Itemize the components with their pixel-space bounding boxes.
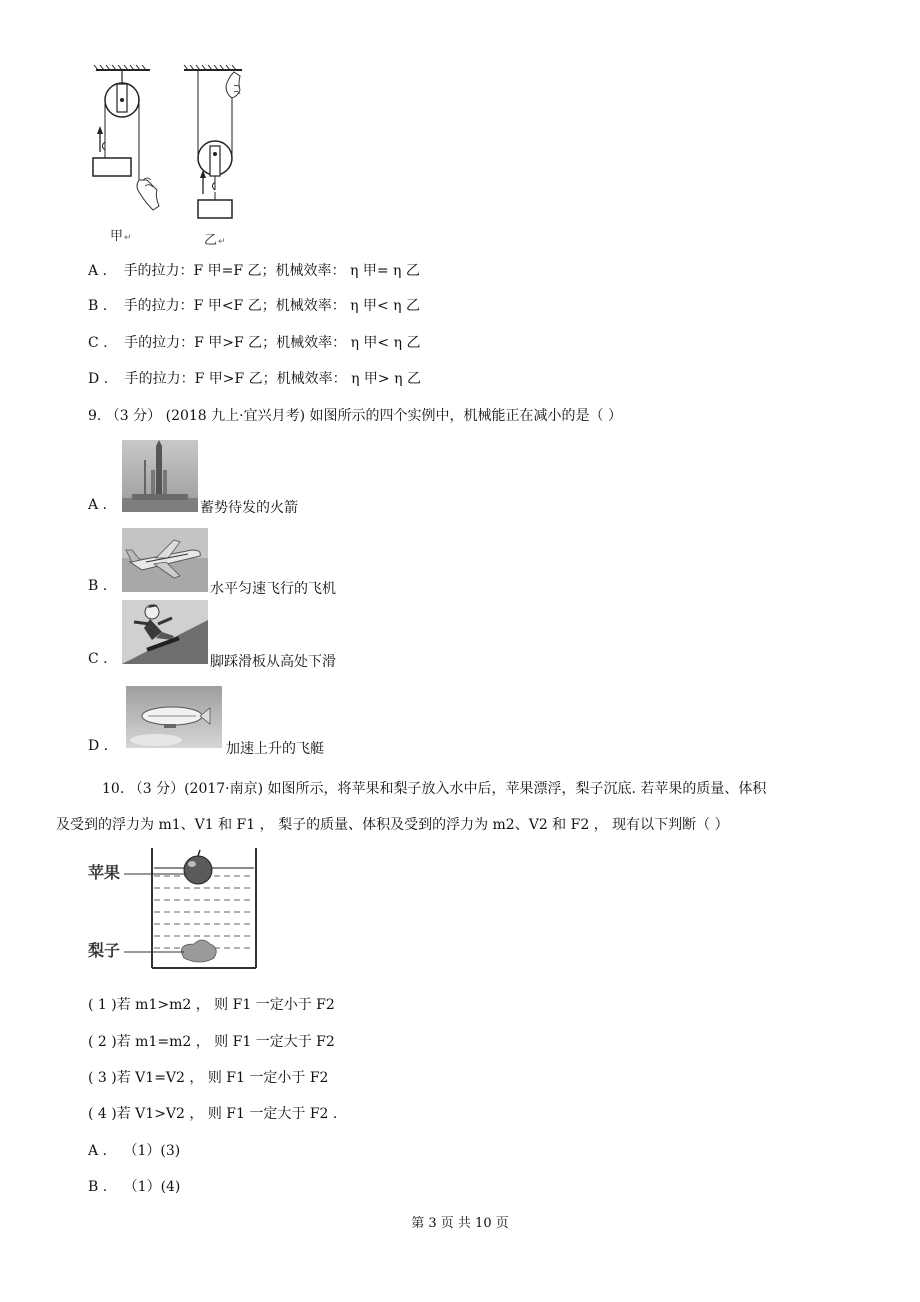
- option-letter: C .: [88, 651, 108, 667]
- option-letter: B .: [88, 1179, 108, 1195]
- q9-option-b[interactable]: [88, 578, 336, 597]
- airplane-image: [122, 528, 208, 592]
- option-letter: A .: [88, 263, 108, 279]
- option-text: 手的拉力：F 甲>F 乙；机械效率： η 甲> η 乙: [124, 371, 421, 387]
- q10-stem-line2: 及受到的浮力为 m1、V1 和 F1 ， 梨子的质量、体积及受到的浮力为 m2、V2 和 F2 ， 现有以下判断（ ）: [56, 817, 729, 833]
- q8-option-a[interactable]: [88, 260, 420, 280]
- option-letter: A .: [88, 1143, 108, 1159]
- option-letter: C .: [88, 335, 108, 351]
- return-mark: ↵: [218, 237, 226, 247]
- beaker-figure: [86, 842, 266, 978]
- option-text: 加速上升的飞艇: [226, 741, 324, 757]
- skateboard-image: [122, 600, 208, 664]
- label-yi: 乙: [204, 233, 218, 248]
- q9-option-a[interactable]: [88, 497, 298, 516]
- rocket-image: [122, 440, 198, 512]
- label-apple: 苹果: [88, 863, 121, 882]
- return-mark: ↵: [124, 233, 132, 243]
- q8-option-b[interactable]: [88, 295, 420, 315]
- pulley-figure: [88, 62, 288, 252]
- q10-statement-4: ( 4 )若 V1>V2 ， 则 F1 一定大于 F2 .: [88, 1106, 338, 1122]
- q10-statement-3: ( 3 )若 V1=V2 ， 则 F1 一定小于 F2: [88, 1070, 329, 1086]
- page-footer: 第 3 页 共 10 页: [411, 1216, 509, 1231]
- option-letter: D .: [88, 738, 109, 754]
- option-letter: B .: [88, 298, 108, 314]
- q9-option-c[interactable]: [88, 651, 336, 670]
- option-text: （1）(4): [123, 1179, 181, 1195]
- option-letter: B .: [88, 578, 108, 594]
- q9-option-d[interactable]: [88, 738, 324, 757]
- q10-option-a[interactable]: [88, 1140, 180, 1160]
- q10-statement-1: ( 1 )若 m1>m2 ， 则 F1 一定小于 F2: [88, 997, 335, 1013]
- q8-option-d[interactable]: [88, 368, 421, 388]
- q10-option-b[interactable]: [88, 1176, 180, 1196]
- option-letter: D .: [88, 371, 109, 387]
- option-text: 蓄势待发的火箭: [200, 500, 298, 516]
- q10-stem-line1: 10. （3 分）(2017·南京) 如图所示，将苹果和梨子放入水中后，苹果漂浮，梨子沉底. 若苹果的质量、体积: [102, 781, 767, 797]
- option-text: （1）(3): [123, 1143, 181, 1159]
- option-letter: A .: [88, 497, 108, 513]
- label-pear: 梨子: [88, 941, 121, 960]
- airship-image: [126, 686, 222, 748]
- option-text: 手的拉力：F 甲<F 乙；机械效率： η 甲< η 乙: [123, 298, 421, 314]
- option-text: 水平匀速飞行的飞机: [210, 581, 336, 597]
- option-text: 手的拉力：F 甲>F 乙；机械效率： η 甲< η 乙: [124, 335, 421, 351]
- option-text: 手的拉力：F 甲=F 乙；机械效率： η 甲= η 乙: [123, 263, 420, 279]
- q10-statement-2: ( 2 )若 m1=m2 ， 则 F1 一定大于 F2: [88, 1034, 335, 1050]
- q9-stem: 9. （3 分） (2018 九上·宜兴月考) 如图所示的四个实例中，机械能正在减小的是（ ）: [88, 408, 622, 424]
- label-jia: 甲: [110, 229, 124, 244]
- option-text: 脚踩滑板从高处下滑: [210, 654, 336, 670]
- q8-option-c[interactable]: [88, 332, 420, 352]
